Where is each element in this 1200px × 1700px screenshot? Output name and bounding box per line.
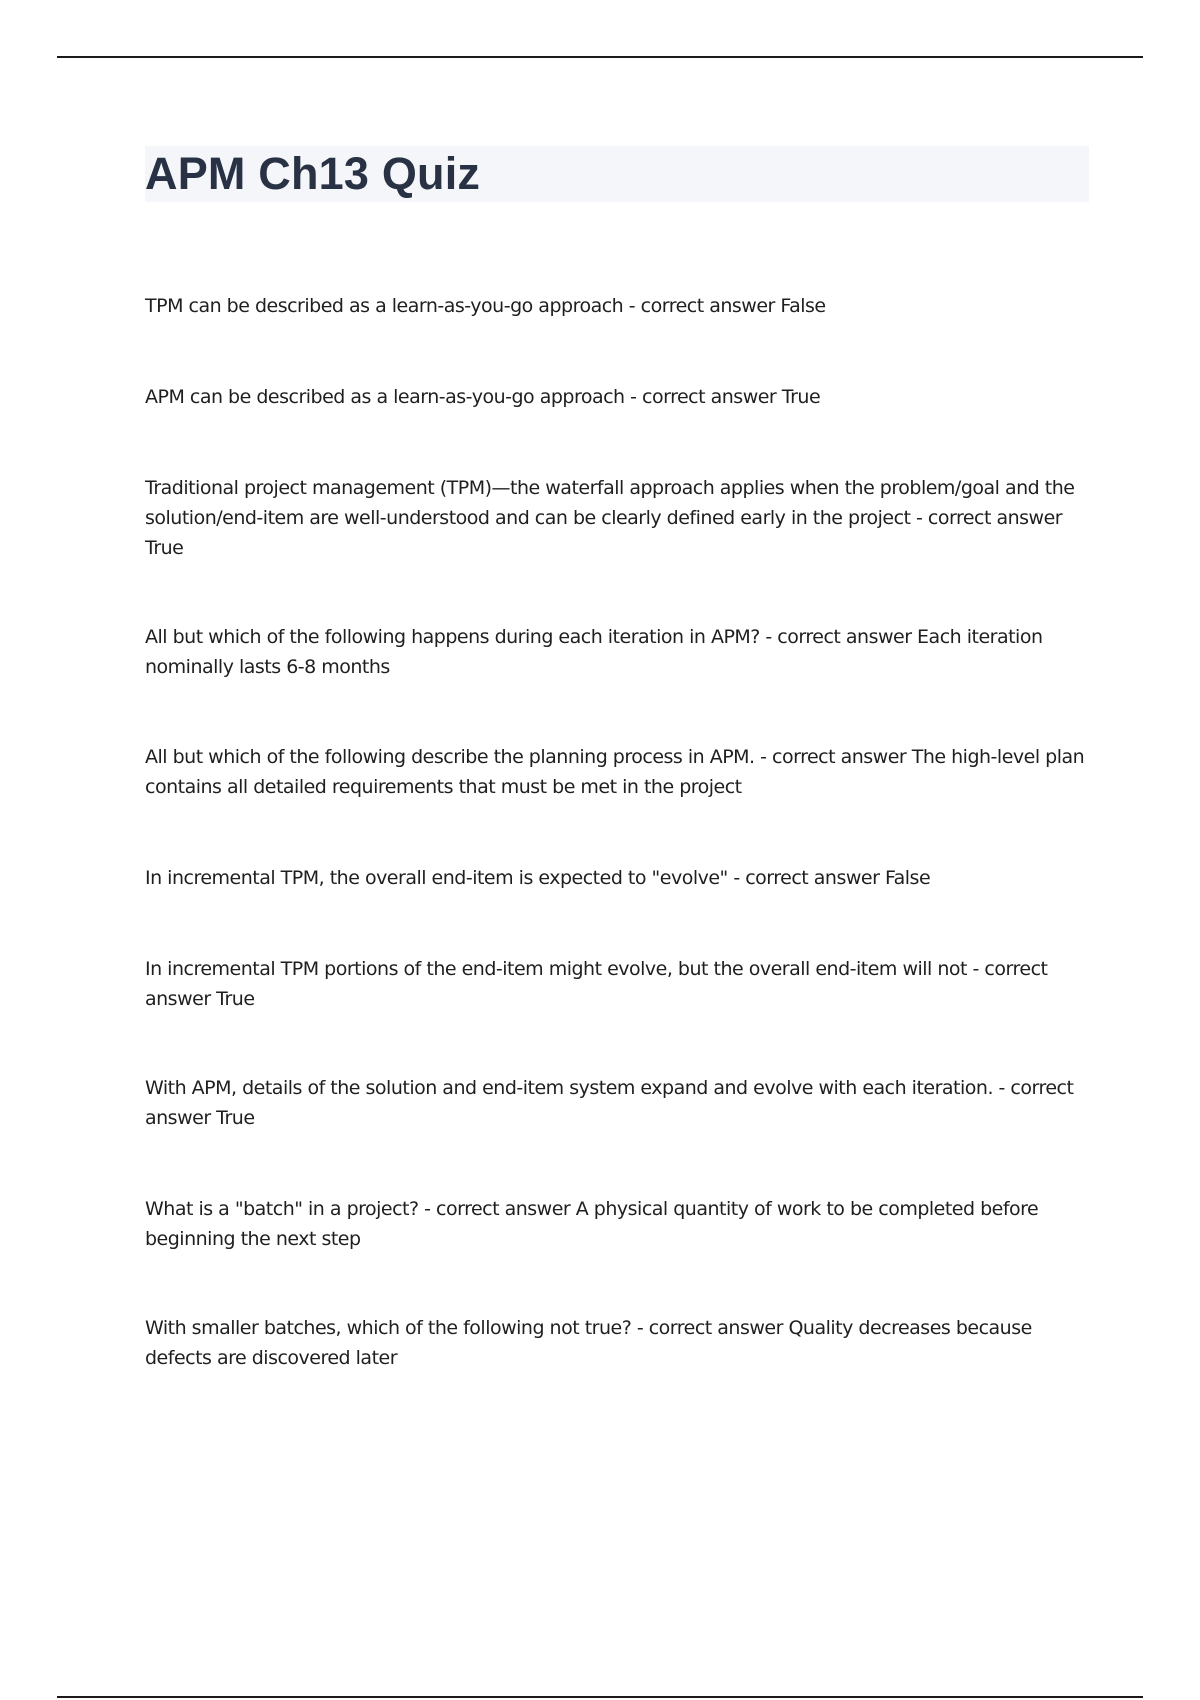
quiz-item-9: What is a "batch" in a project? - correct answer A physical quantity of work to be completed before beginning the next step [145,1198,1039,1250]
quiz-item-8: With APM, details of the solution and end-item system expand and evolve with each iteration. - correct answer True [145,1077,1074,1129]
quiz-item-1: TPM can be described as a learn-as-you-go approach - correct answer False [145,295,826,317]
top-rule [57,56,1143,58]
quiz-item-10: With smaller batches, which of the following not true? - correct answer Quality decreases because defects are discovered later [145,1317,1032,1369]
quiz-item-5: All but which of the following describe the planning process in APM. - correct answer The high-level plan contains all detailed requirements that must be met in the project [145,746,1085,798]
quiz-item-4: All but which of the following happens during each iteration in APM? - correct answer Each iteration nominally lasts 6-8 months [145,626,1043,678]
quiz-item-3: Traditional project management (TPM)—the waterfall approach applies when the problem/goal and the solution/end-item are well-understood and can be clearly defined early in the project - correct answer True [145,477,1075,559]
quiz-item-2: APM can be described as a learn-as-you-go approach - correct answer True [145,386,821,408]
page-title: APM Ch13 Quiz [145,148,481,199]
bottom-rule [57,1696,1143,1698]
quiz-item-6: In incremental TPM, the overall end-item is expected to "evolve" - correct answer False [145,867,931,889]
quiz-item-7: In incremental TPM portions of the end-item might evolve, but the overall end-item will not - correct answer True [145,958,1048,1010]
